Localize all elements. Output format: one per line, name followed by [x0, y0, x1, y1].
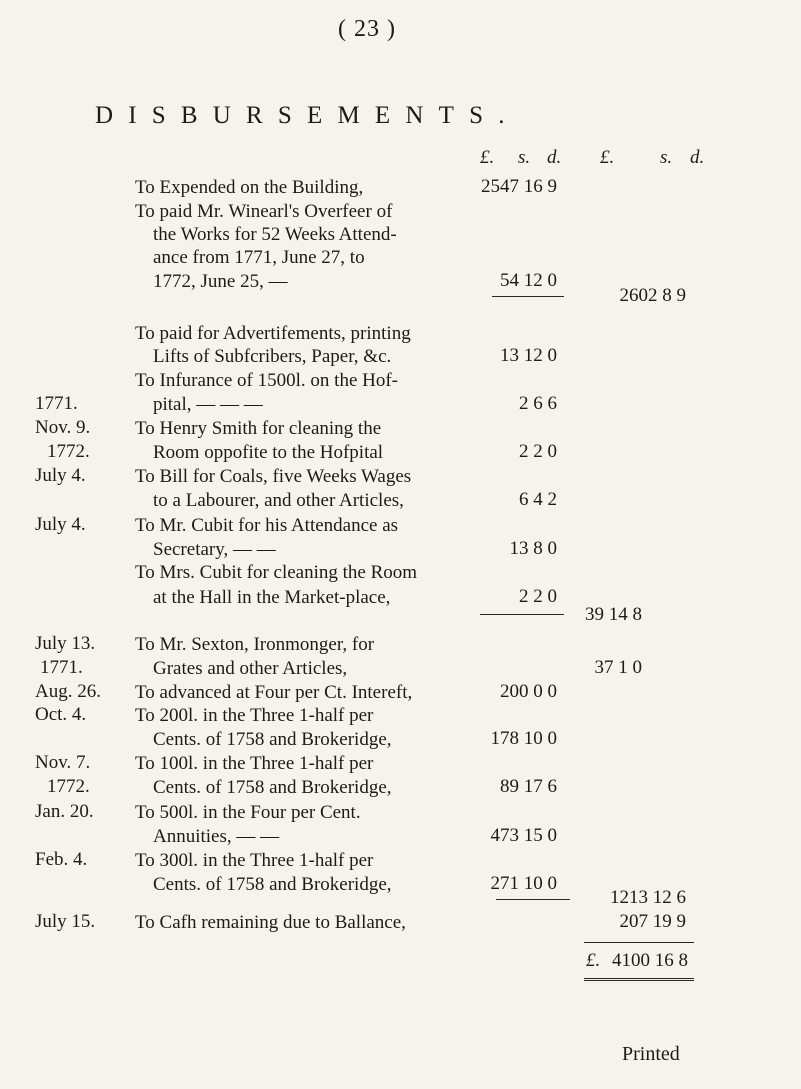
entry-text: To paid Mr. Winearl's Overfeer of: [135, 201, 393, 222]
page-heading: DISBURSEMENTS.: [95, 102, 520, 129]
subtotal-rule: [492, 296, 564, 297]
entry-text: Cents. of 1758 and Brokeridge,: [153, 729, 392, 750]
col2-pence-header: d.: [690, 147, 705, 168]
entry-amount: 178 10 0: [490, 728, 557, 749]
col1-pounds-header: £.: [480, 147, 495, 168]
subtotal-rule: [496, 899, 570, 900]
entry-amount: 2547 16 9: [481, 176, 557, 197]
entry-amount: 6 4 2: [519, 489, 557, 510]
entry-amount: 473 15 0: [490, 825, 557, 846]
catchword: Printed: [622, 1043, 680, 1065]
entry-text: To 200l. in the Three 1-half per: [135, 705, 374, 726]
entry-text: pital, — — —: [153, 394, 263, 415]
col1-pence-header: d.: [547, 147, 562, 168]
entry-date: July 4.: [35, 465, 86, 486]
col2-pounds-header: £.: [600, 147, 615, 168]
total-rule: [584, 942, 694, 943]
entry-amount: 13 8 0: [509, 538, 557, 559]
entry-text: To Expended on the Building,: [135, 177, 364, 198]
entry-text: the Works for 52 Weeks Attend-: [153, 224, 397, 245]
entry-text: To Mr. Sexton, Ironmonger, for: [135, 634, 375, 655]
entry-text: To Henry Smith for cleaning the: [135, 418, 382, 439]
page-number: ( 23 ): [338, 16, 396, 42]
entry-text: Lifts of Subfcribers, Paper, &c.: [153, 346, 392, 367]
total-currency: £.: [586, 950, 601, 971]
entry-year: 1771.: [40, 657, 83, 678]
entry-text: To Cafh remaining due to Ballance,: [135, 912, 406, 933]
entry-date: Aug. 26.: [35, 681, 101, 702]
entry-text: To Mrs. Cubit for cleaning the Room: [135, 562, 418, 583]
entry-date: July 13.: [35, 633, 96, 654]
entry-text: Grates and other Articles,: [153, 658, 348, 679]
entry-text: To paid for Advertifements, printing: [135, 323, 411, 344]
subtotal-amount: 2602 8 9: [619, 285, 686, 306]
entry-text: To 300l. in the Three 1-half per: [135, 850, 374, 871]
entry-year: 1772.: [47, 776, 90, 797]
entry-amount: 13 12 0: [500, 345, 557, 366]
entry-text: Secretary, — —: [153, 539, 276, 560]
entry-date: Nov. 7.: [35, 752, 91, 773]
entry-date: 1771.: [35, 393, 78, 414]
entry-date: Oct. 4.: [35, 704, 87, 725]
entry-amount: 37 1 0: [594, 657, 642, 678]
entry-amount: 2 2 0: [519, 441, 557, 462]
entry-text: To 100l. in the Three 1-half per: [135, 753, 374, 774]
entry-text: To Mr. Cubit for his Attendance as: [135, 515, 399, 536]
entry-date: July 4.: [35, 514, 86, 535]
entry-date: Feb. 4.: [35, 849, 88, 870]
entry-text: at the Hall in the Market-place,: [153, 587, 391, 608]
entry-amount: 54 12 0: [500, 270, 557, 291]
entry-text: ance from 1771, June 27, to: [153, 247, 365, 268]
entry-text: To Bill for Coals, five Weeks Wages: [135, 466, 412, 487]
col1-shillings-header: s.: [518, 147, 531, 168]
col2-shillings-header: s.: [660, 147, 673, 168]
entry-text: Annuities, — —: [153, 826, 280, 847]
total-amount: 4100 16 8: [612, 950, 688, 971]
entry-date: Jan. 20.: [35, 801, 94, 822]
entry-text: Cents. of 1758 and Brokeridge,: [153, 874, 392, 895]
entry-text: To advanced at Four per Ct. Intereft,: [135, 682, 413, 703]
entry-date: Nov. 9.: [35, 417, 91, 438]
entry-year: 1772.: [47, 441, 90, 462]
entry-amount: 2 6 6: [519, 393, 557, 414]
entry-text: Cents. of 1758 and Brokeridge,: [153, 777, 392, 798]
entry-text: to a Labourer, and other Articles,: [153, 490, 404, 511]
entry-amount: 2 2 0: [519, 586, 557, 607]
entry-text: To 500l. in the Four per Cent.: [135, 802, 361, 823]
entry-text: Room oppofite to the Hofpital: [153, 442, 384, 463]
entry-text: To Infurance of 1500l. on the Hof-: [135, 370, 399, 391]
entry-amount: 89 17 6: [500, 776, 557, 797]
entry-text: 1772, June 25, —: [153, 271, 288, 292]
entry-amount: 200 0 0: [500, 681, 557, 702]
entry-date: July 15.: [35, 911, 96, 932]
subtotal-amount: 1213 12 6: [610, 887, 686, 908]
entry-amount: 271 10 0: [490, 873, 557, 894]
subtotal-amount: 39 14 8: [585, 604, 642, 625]
entry-amount: 207 19 9: [619, 911, 686, 932]
total-double-rule: [584, 978, 694, 981]
